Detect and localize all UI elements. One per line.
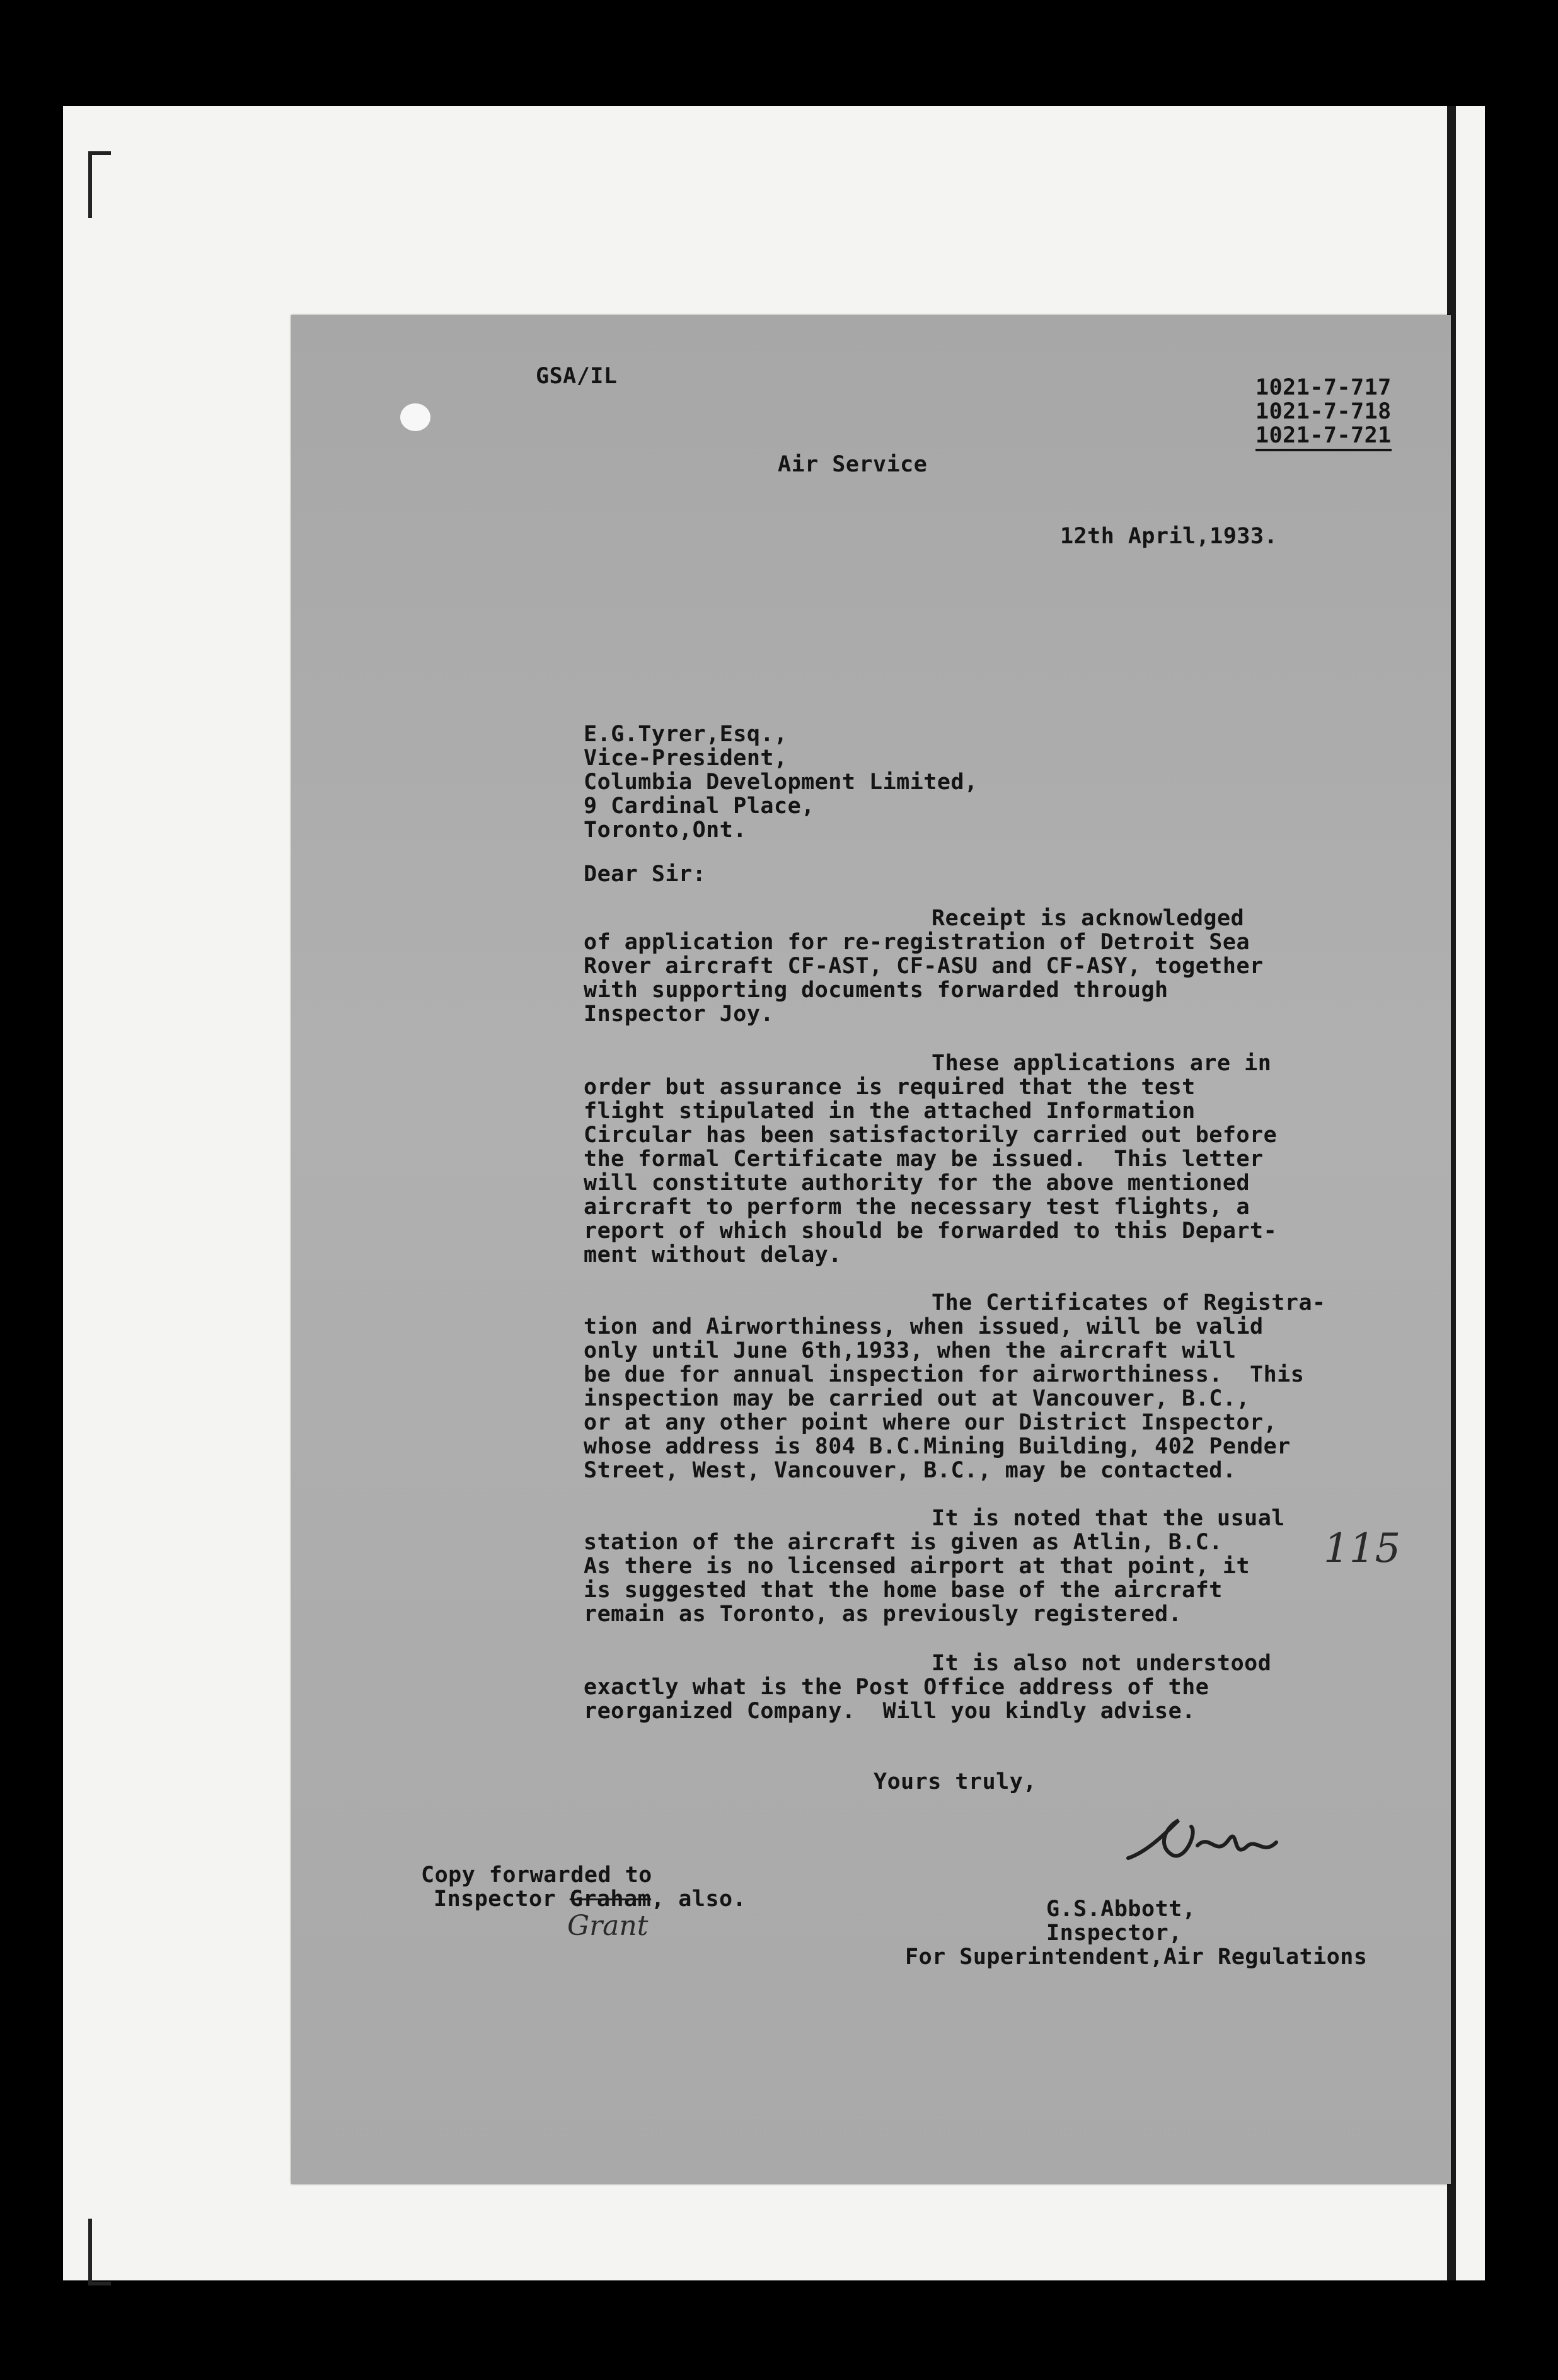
paragraph-line: Inspector Joy. [584,1002,775,1027]
handwritten-signature [1122,1808,1286,1877]
recipient-line: Vice-President, [584,746,788,771]
handwritten-margin-note: 115 [1324,1525,1401,1572]
paragraph-line: will constitute authority for the above mentioned [584,1170,1250,1196]
paragraph-line: order but assurance is required that the test [584,1075,1196,1100]
paragraph-line: Rover aircraft CF-AST, CF-ASU and CF-ASY, together [584,954,1264,979]
punch-hole [400,403,430,431]
paragraph-line: Receipt is acknowledged [932,906,1245,931]
signatory-for: For Superintendent,Air Regulations [905,1944,1368,1970]
paragraph-line: with supporting documents forwarded through [584,978,1168,1003]
signatory-title: Inspector, [1046,1921,1182,1946]
paragraph-line: whose address is 804 B.C.Mining Building, 402 Pender [584,1434,1291,1459]
paragraph-line: flight stipulated in the attached Information [584,1099,1196,1124]
paragraph-line: inspection may be carried out at Vancouver, B.C., [584,1386,1250,1411]
recipient-line: Columbia Development Limited, [584,770,978,795]
paragraph-line: remain as Toronto, as previously registered. [584,1602,1182,1627]
paragraph-line: These applications are in [932,1051,1272,1076]
paragraph-line: is suggested that the home base of the aircraft [584,1578,1223,1603]
recipient-line: E.G.Tyrer,Esq., [584,722,788,747]
paragraph-line: The Certificates of Registra- [932,1290,1326,1315]
file-ref-3: 1021-7-721 [1255,424,1392,451]
paragraph-line: As there is no licensed airport at that point, it [584,1554,1250,1579]
paragraph-line: It is noted that the usual [932,1506,1285,1531]
paragraph-line: tion and Airworthiness, when issued, will be valid [584,1314,1264,1339]
paragraph-line: Street, West, Vancouver, B.C., may be contacted. [584,1458,1237,1483]
paragraph-line: It is also not understood [932,1651,1272,1676]
crop-mark-bottom-left [88,2219,111,2285]
paragraph-line: reorganized Company. Will you kindly advise. [584,1699,1196,1724]
file-ref-2: 1021-7-718 [1255,399,1392,424]
paragraph-line: of application for re-registration of Detroit Sea [584,930,1250,955]
paragraph-line: report of which should be forwarded to this Depart- [584,1218,1278,1244]
paragraph-line: station of the aircraft is given as Atlin, B.C. [584,1530,1223,1555]
paragraph-line: Circular has been satisfactorily carried out before [584,1123,1278,1148]
paragraph-line: only until June 6th,1933, when the aircraft will [584,1338,1237,1363]
copy-note-suffix: , also. [651,1886,747,1912]
recipient-line: Toronto,Ont. [584,817,747,843]
salutation: Dear Sir: [584,862,707,887]
paragraph-line: the formal Certificate may be issued. This letter [584,1147,1264,1172]
paragraph-line: aircraft to perform the necessary test flights, a [584,1194,1250,1220]
crop-mark-top-left [88,151,111,218]
handwritten-inspector-name: Grant [567,1910,649,1942]
paragraph-line: or at any other point where our District Inspector, [584,1410,1278,1435]
recipient-line: 9 Cardinal Place, [584,794,815,819]
signatory-name: G.S.Abbott, [1046,1897,1196,1922]
copy-note-line2 [434,1887,746,1911]
department-heading: Air Service [778,452,928,477]
file-ref-1: 1021-7-717 [1255,375,1392,400]
paragraph-line: be due for annual inspection for airworthiness. This [584,1362,1305,1387]
paragraph-line: exactly what is the Post Office address of the [584,1675,1209,1700]
paragraph-line: ment without delay. [584,1242,842,1268]
struck-inspector-name: Graham [569,1886,652,1912]
closing: Yours truly, [874,1769,1037,1794]
typist-initials: GSA/IL [536,364,618,389]
letter-date: 12th April,1933. [1060,524,1278,549]
copy-note-line1: Copy forwarded to [421,1863,652,1888]
copy-note-prefix: Inspector [434,1886,570,1912]
